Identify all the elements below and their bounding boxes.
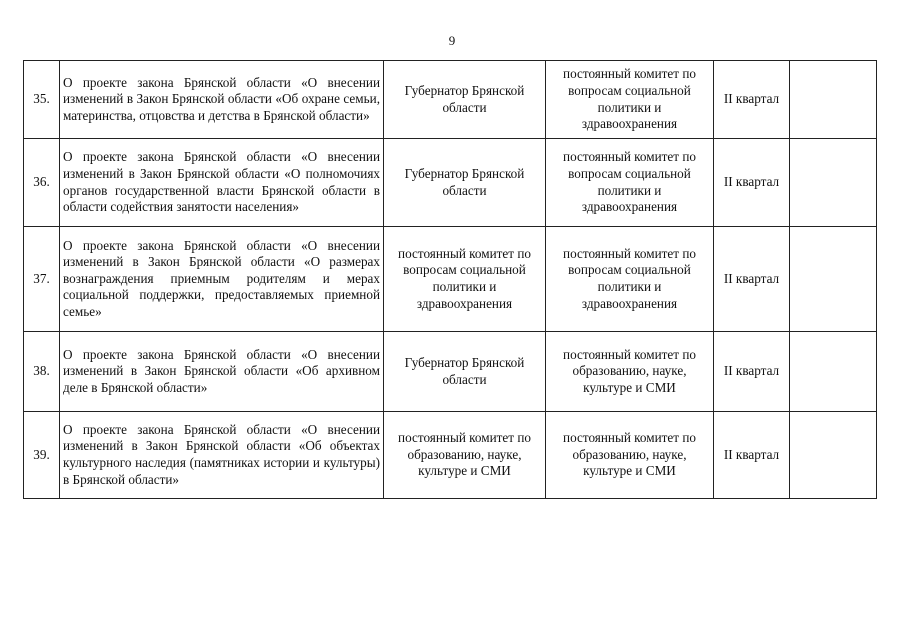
responsible-committee: постоянный комитет по образованию, науке, культуре и СМИ [546, 332, 714, 412]
initiator: постоянный комитет по вопросам социальной политики и здравоохранения [384, 227, 546, 332]
row-number: 36. [24, 139, 60, 227]
row-number: 38. [24, 332, 60, 412]
bill-title: О проекте закона Брянской области «О внесении изменений в Закон Брянской области «Об охране семьи, материнства, отцовства и детства в Брянской области» [60, 61, 384, 139]
row-number: 35. [24, 61, 60, 139]
initiator: постоянный комитет по образованию, науке, культуре и СМИ [384, 412, 546, 499]
quarter: II квартал [714, 227, 790, 332]
responsible-committee: постоянный комитет по образованию, науке, культуре и СМИ [546, 412, 714, 499]
bill-title: О проекте закона Брянской области «О внесении изменений в Закон Брянской области «О размерах вознаграждения приемным родителям и мерах социальной поддержки, предоставляемых приемной семье» [60, 227, 384, 332]
initiator: Губернатор Брянской области [384, 139, 546, 227]
table-row [24, 61, 877, 139]
responsible-committee: постоянный комитет по вопросам социальной политики и здравоохранения [546, 227, 714, 332]
bill-title: О проекте закона Брянской области «О внесении изменений в Закон Брянской области «Об объектах культурного наследия (памятниках истории и культуры) в Брянской области» [60, 412, 384, 499]
table-row [24, 227, 877, 332]
bill-title: О проекте закона Брянской области «О внесении изменений в Закон Брянской области «О полномочиях органов государственной власти Брянской области в области содействия занятости населения» [60, 139, 384, 227]
quarter: II квартал [714, 61, 790, 139]
quarter: II квартал [714, 139, 790, 227]
table-row [24, 332, 877, 412]
initiator: Губернатор Брянской области [384, 61, 546, 139]
note-cell [790, 139, 877, 227]
note-cell [790, 412, 877, 499]
table-row [24, 139, 877, 227]
initiator: Губернатор Брянской области [384, 332, 546, 412]
note-cell [790, 61, 877, 139]
page-number: 9 [448, 33, 456, 48]
row-number: 39. [24, 412, 60, 499]
row-number: 37. [24, 227, 60, 332]
bill-title: О проекте закона Брянской области «О внесении изменений в Закон Брянской области «Об архивном деле в Брянской области» [60, 332, 384, 412]
note-cell [790, 227, 877, 332]
legislative-plan-table [23, 60, 877, 499]
table-row [24, 412, 877, 499]
responsible-committee: постоянный комитет по вопросам социальной политики и здравоохранения [546, 139, 714, 227]
quarter: II квартал [714, 332, 790, 412]
responsible-committee: постоянный комитет по вопросам социальной политики и здравоохранения [546, 61, 714, 139]
note-cell [790, 332, 877, 412]
quarter: II квартал [714, 412, 790, 499]
